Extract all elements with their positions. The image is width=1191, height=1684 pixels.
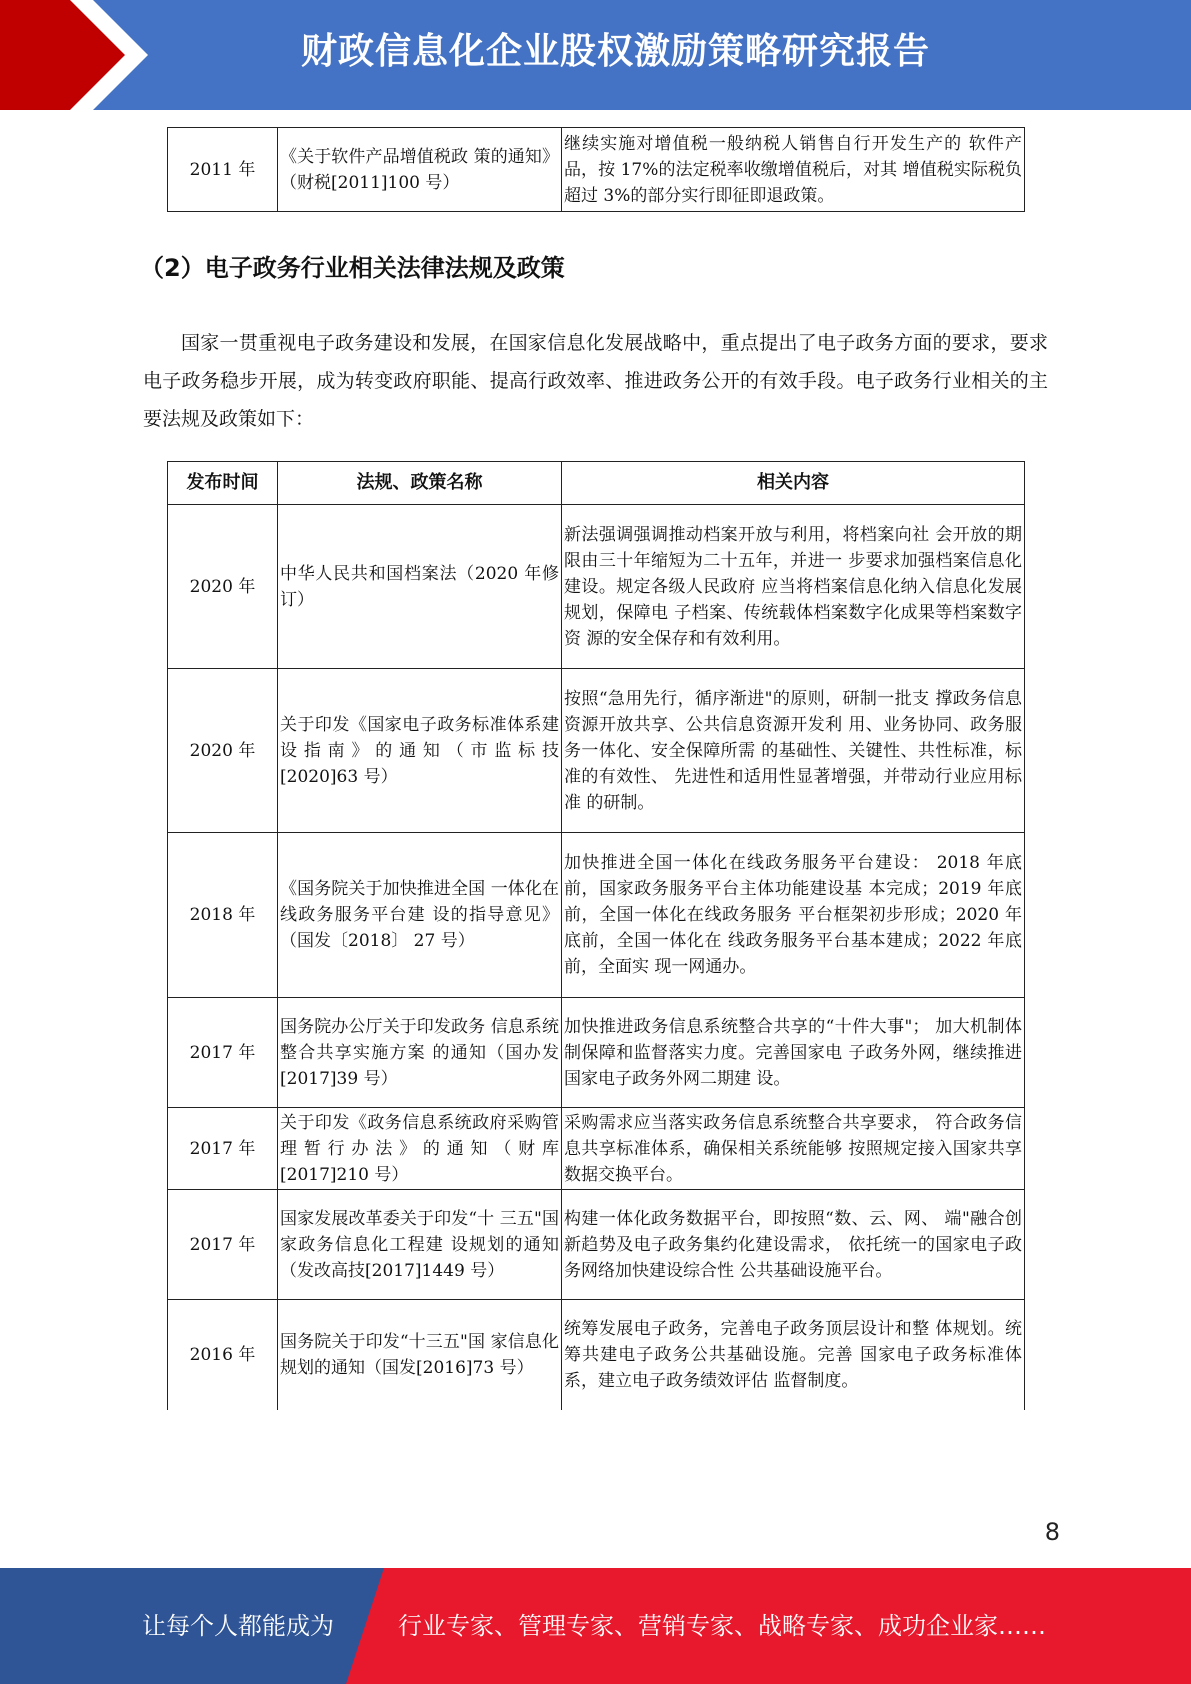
- table-row: [168, 1108, 1025, 1190]
- page-footer: [0, 1568, 1191, 1684]
- table-row: [168, 1190, 1025, 1300]
- column-header-date: 发布时间: [168, 462, 278, 505]
- row-content: 按照“急用先行，循序渐进"的原则，研制一批支 撑政务信息资源开放共享、公共信息资源开发利 用、业务协同、政务服务一体化、安全保障所需 的基础性、关键性、共性标准，标准的有效性、 先进性和适用性显著增强，并带动行业应用标准 的研制。: [562, 669, 1025, 833]
- footer-slogan-right: 行业专家、管理专家、营销专家、战略专家、成功企业家……: [398, 1612, 1046, 1640]
- row-policy-name: 国务院办公厅关于印发政务 信息系统整合共享实施方案 的通知（国办发[2017]39 号）: [278, 998, 562, 1108]
- column-header-name: 法规、政策名称: [278, 462, 562, 505]
- row-year: 2020 年: [168, 505, 278, 669]
- row-content: 统筹发展电子政务，完善电子政务顶层设计和整 体规划。统筹共建电子政务公共基础设施。完善 国家电子政务标准体系，建立电子政务绩效评估 监督制度。: [562, 1300, 1025, 1410]
- section-heading: （2）电子政务行业相关法律法规及政策: [140, 254, 565, 282]
- row-policy-name: 关于印发《国家电子政务标准体系建设指南》的通知（市监标技[2020]63 号）: [278, 669, 562, 833]
- table-row: [168, 669, 1025, 833]
- footer-slogan-left: 让每个人都能成为: [142, 1612, 334, 1640]
- row-content: 加快推进全国一体化在线政务服务平台建设： 2018 年底前，国家政务服务平台主体功能建设基 本完成；2019 年底前，全国一体化在线政务服务 平台框架初步形成；2020 年底前，全国一体化在 线政务服务平台基本建成；2022 年底前，全面实 现一网通办。: [562, 833, 1025, 998]
- row-content: 构建一体化政务数据平台，即按照“数、云、网、 端"融合创新趋势及电子政务集约化建设需求， 依托统一的国家电子政务网络加快建设综合性 公共基础设施平台。: [562, 1190, 1025, 1300]
- row-year: 2017 年: [168, 1108, 278, 1190]
- row-year: 2020 年: [168, 669, 278, 833]
- table-header-row: [168, 462, 1025, 505]
- row-content: 采购需求应当落实政务信息系统整合共享要求， 符合政务信息共享标准体系，确保相关系统能够 按照规定接入国家共享数据交换平台。: [562, 1108, 1025, 1190]
- row-year: 2017 年: [168, 998, 278, 1108]
- row-year: 2018 年: [168, 833, 278, 998]
- table-row: [168, 833, 1025, 998]
- row-policy-name: 中华人民共和国档案法（2020 年修订）: [278, 505, 562, 669]
- table-row: [168, 128, 1025, 212]
- page-header: [0, 0, 1191, 110]
- row-content: 新法强调强调推动档案开放与利用，将档案向社 会开放的期限由三十年缩短为二十五年，并进一 步要求加强档案信息化建设。规定各级人民政府 应当将档案信息化纳入信息化发展规划，保障电 子档案、传统载体档案数字化成果等档案数字资 源的安全保存和有效利用。: [562, 505, 1025, 669]
- policy-table: [167, 461, 1025, 1410]
- report-title: 财政信息化企业股权激励策略研究报告: [300, 31, 930, 72]
- row-policy-name: 《关于软件产品增值税政 策的通知》（财税[2011]100 号）: [278, 128, 562, 212]
- policy-table-continuation: [167, 127, 1025, 212]
- table-row: [168, 505, 1025, 669]
- row-policy-name: 国家发展改革委关于印发“十 三五"国家政务信息化工程建 设规划的通知（发改高技[2017]1449 号）: [278, 1190, 562, 1300]
- row-year: 2016 年: [168, 1300, 278, 1410]
- table-row: [168, 998, 1025, 1108]
- intro-paragraph: 国家一贯重视电子政务建设和发展，在国家信息化发展战略中，重点提出了电子政务方面的要求，要求电子政务稳步开展，成为转变政府职能、提高行政效率、推进政务公开的有效手段。电子政务行业相关的主要法规及政策如下：: [143, 332, 1048, 430]
- table-row: [168, 1300, 1025, 1410]
- row-policy-name: 《国务院关于加快推进全国 一体化在线政务服务平台建 设的指导意见》（国发〔2018〕 27 号）: [278, 833, 562, 998]
- row-policy-name: 国务院关于印发“十三五"国 家信息化规划的通知（国发[2016]73 号）: [278, 1300, 562, 1410]
- row-policy-name: 关于印发《政务信息系统政府采购管理暂行办法》的通知（财库[2017]210 号）: [278, 1108, 562, 1190]
- page-number: 8: [1044, 1518, 1060, 1546]
- row-year: 2011 年: [168, 128, 278, 212]
- column-header-content: 相关内容: [562, 462, 1025, 505]
- row-content: 继续实施对增值税一般纳税人销售自行开发生产的 软件产品，按 17%的法定税率收缴增值税后，对其 增值税实际税负超过 3%的部分实行即征即退政策。: [562, 128, 1025, 212]
- row-content: 加快推进政务信息系统整合共享的“十件大事"； 加大机制体制保障和监督落实力度。完善国家电 子政务外网，继续推进国家电子政务外网二期建 设。: [562, 998, 1025, 1108]
- row-year: 2017 年: [168, 1190, 278, 1300]
